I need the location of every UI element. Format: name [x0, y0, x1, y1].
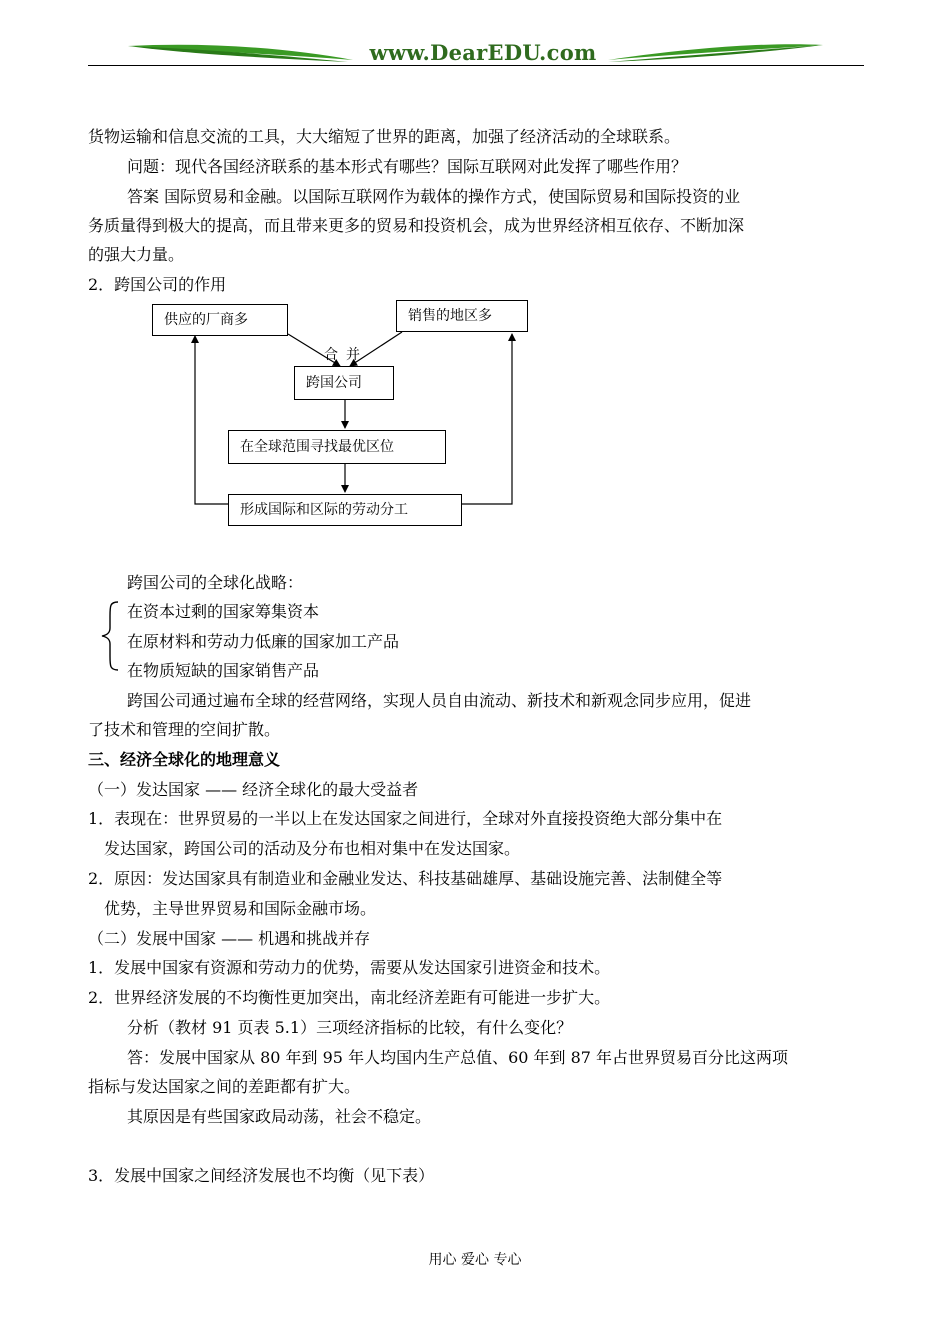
developed-point-2b: 优势，主导世界贸易和国际金融市场。 — [104, 899, 377, 918]
question-line: 问题：现代各国经济联系的基本形式有哪些？国际互联网对此发挥了哪些作用？ — [127, 157, 688, 176]
mnc-box: 跨国公司 — [294, 366, 394, 400]
analysis-answer-2: 指标与发达国家之间的差距都有扩大。 — [88, 1077, 361, 1096]
page-header — [88, 36, 864, 68]
sales-region-box: 销售的地区多 — [396, 300, 528, 332]
analysis-question: 分析（教材 91 页表 5.1）三项经济指标的比较，有什么变化？ — [127, 1018, 573, 1037]
answer-line-1: 答案 国际贸易和金融。以国际互联网作为载体的操作方式，使国际贸易和国际投资的业 — [127, 187, 741, 206]
merge-label: 合并 — [324, 347, 368, 363]
labor-division-box: 形成国际和区际的劳动分工 — [228, 494, 462, 526]
developed-point-2a: 2．原因：发达国家具有制造业和金融业发达、科技基础雄厚、基础设施完善、法制健全等 — [88, 869, 723, 888]
answer-line-2: 务质量得到极大的提高，而且带来更多的贸易和投资机会，成为世界经济相互依存、不断加深 — [88, 216, 745, 235]
developing-point-3: 3．发展中国家之间经济发展也不均衡（见下表） — [88, 1166, 435, 1185]
developed-point-1b: 发达国家，跨国公司的活动及分布也相对集中在发达国家。 — [104, 839, 521, 858]
supplier-box: 供应的厂商多 — [152, 304, 288, 336]
analysis-answer-1: 答：发展中国家从 80 年到 95 年人均国内生产总值、60 年到 87 年占世界贸易百分比这两项 — [127, 1048, 789, 1067]
page-footer: 用心 爱心 专心 — [428, 1252, 522, 1268]
strategy-item-1: 在资本过剩的国家筹集资本 — [127, 602, 320, 621]
site-name[interactable]: www.DearEDU.com — [369, 40, 597, 65]
strategy-item-3: 在物质短缺的国家销售产品 — [127, 661, 320, 680]
mnc-flow-diagram — [140, 296, 540, 532]
subsection-developed: （一）发达国家 —— 经济全球化的最大受益者 — [88, 780, 419, 799]
section3-heading: 三、经济全球化的地理意义 — [88, 750, 281, 769]
strategy-summary-2: 了技术和管理的空间扩散。 — [88, 720, 281, 739]
strategy-title: 跨国公司的全球化战略： — [127, 573, 304, 592]
answer-line-3: 的强大力量。 — [88, 245, 185, 264]
header-rule — [88, 65, 864, 66]
developed-point-1a: 1．表现在：世界贸易的一半以上在发达国家之间进行，全球对外直接投资绝大部分集中在 — [88, 809, 723, 828]
body-line-1: 货物运输和信息交流的工具，大大缩短了世界的距离，加强了经济活动的全球联系。 — [88, 127, 681, 146]
analysis-reason: 其原因是有些国家政局动荡，社会不稳定。 — [127, 1107, 432, 1126]
developing-point-2: 2．世界经济发展的不均衡性更加突出，南北经济差距有可能进一步扩大。 — [88, 988, 611, 1007]
strategy-summary-1: 跨国公司通过遍布全球的经营网络，实现人员自由流动、新技术和新观念同步应用，促进 — [127, 691, 752, 710]
subheading-mnc-role: 2．跨国公司的作用 — [88, 275, 227, 294]
strategy-item-2: 在原材料和劳动力低廉的国家加工产品 — [127, 632, 400, 651]
brace-icon — [98, 600, 124, 672]
optimal-location-box: 在全球范围寻找最优区位 — [228, 430, 446, 464]
subsection-developing: （二）发展中国家 —— 机遇和挑战并存 — [88, 929, 371, 948]
developing-point-1: 1．发展中国家有资源和劳动力的优势，需要从发达国家引进资金和技术。 — [88, 958, 611, 977]
